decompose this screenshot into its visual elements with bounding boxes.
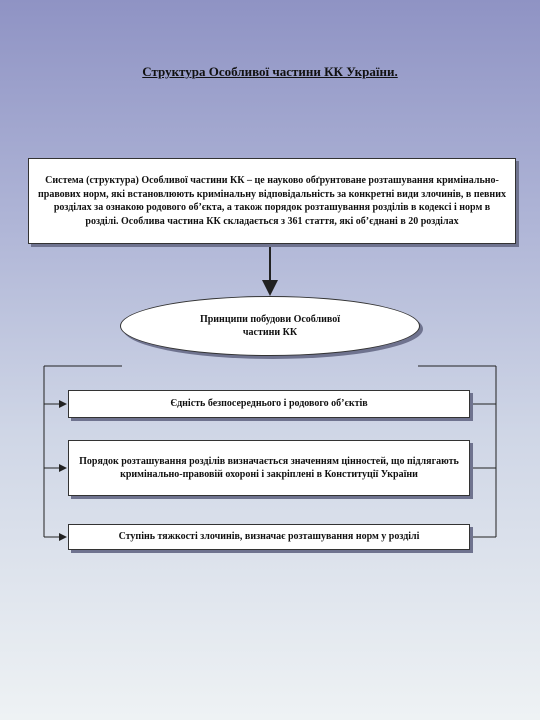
principle-box-2: Порядок розташування розділів визначається значенням цінностей, що підлягають кримінально-правовій охороні і закріплені в Конституції України [68, 440, 470, 496]
principle-box-1: Єдність безпосереднього і родового об’єктів [68, 390, 470, 418]
principle-box-3: Ступінь тяжкості злочинів, визначає розташування норм у розділі [68, 524, 470, 550]
principles-ellipse: Принципи побудови Особливої частини КК [120, 296, 420, 356]
page-title: Структура Особливої частини КК України. [142, 64, 398, 79]
system-definition-box: Система (структура) Особливої частини КК – це науково обґрунтоване розташування кримінально-правових норм, які встановлюють кримінальну відповідальність за конкретні види злочинів, в певних розділах за ознакою родового об’єкта, а також порядок розташування розділів в кодексі і норм в розділі. Особлива частина КК складається з 361 стаття, які об’єднані в 20 розділах [28, 158, 516, 244]
